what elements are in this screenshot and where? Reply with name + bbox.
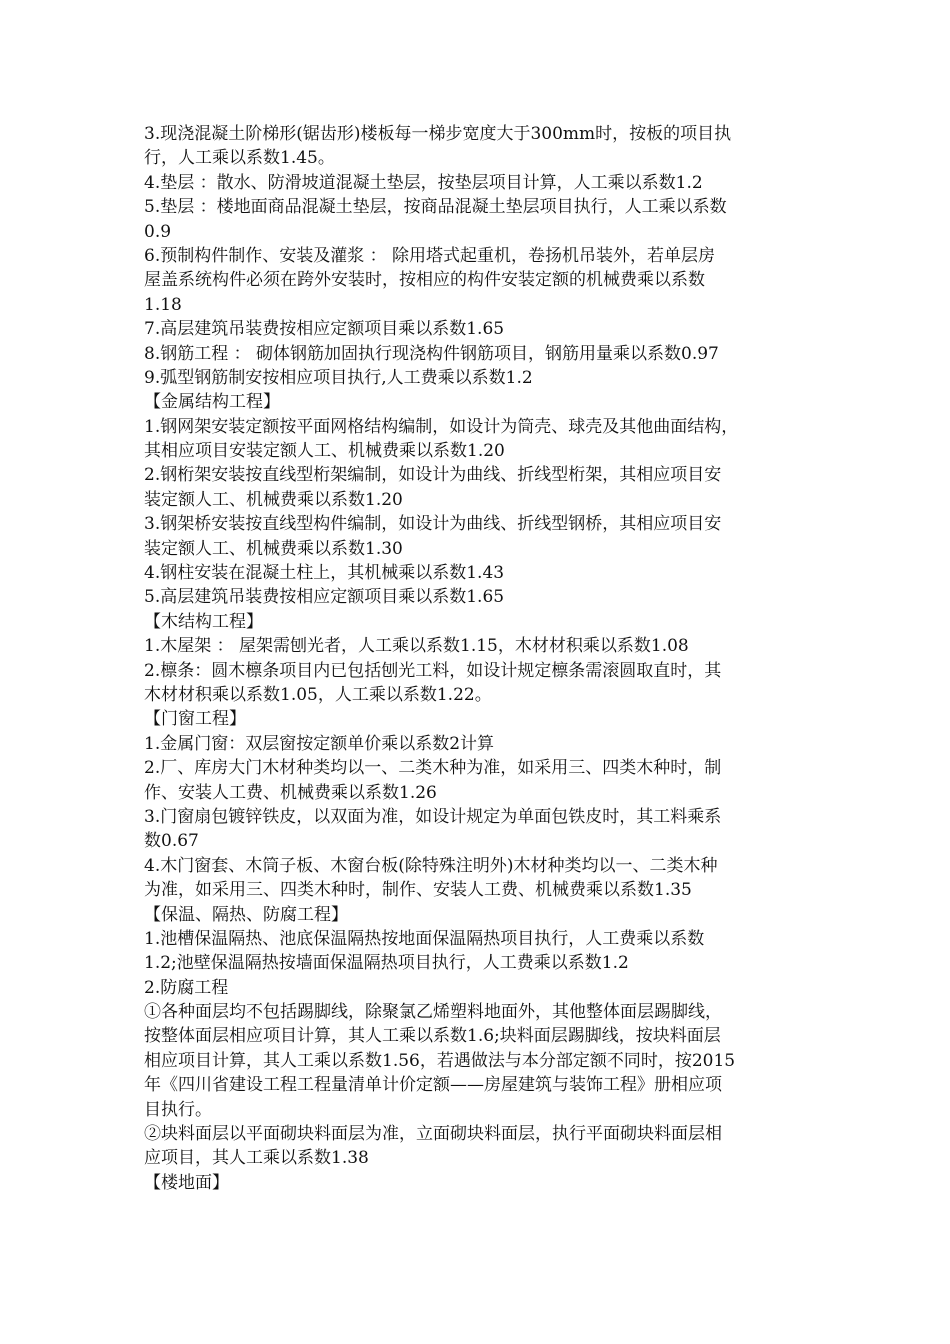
text-line: 【木结构工程】 bbox=[144, 611, 263, 632]
text-line: 3.现浇混凝土阶梯形(锯齿形)楼板每一梯步宽度大于300mm时，按板的项目执 bbox=[144, 124, 732, 144]
text-line: 应项目，其人工乘以系数1.38 bbox=[144, 1148, 369, 1169]
text-line: ②块料面层以平面砌块料面层为准，立面砌块料面层，执行平面砌块料面层相 bbox=[144, 1124, 722, 1145]
text-line: 行，人工乘以系数1.45。 bbox=[144, 148, 335, 169]
text-line: 2.防腐工程 bbox=[144, 977, 229, 998]
text-line: 1.池槽保温隔热、池底保温隔热按地面保温隔热项目执行，人工费乘以系数 bbox=[144, 928, 705, 949]
text-line: 1.钢网架安装定额按平面网格结构编制，如设计为筒壳、球壳及其他曲面结构， bbox=[144, 416, 739, 437]
text-line: 8.钢筋工程 ： 砌体钢筋加固执行现浇构件钢筋项目，钢筋用量乘以系数0.97 bbox=[144, 343, 719, 364]
text-line: 7.高层建筑吊装费按相应定额项目乘以系数1.65 bbox=[144, 319, 505, 340]
text-line: 其相应项目安装定额人工、机械费乘以系数1.20 bbox=[144, 441, 505, 462]
text-line: 装定额人工、机械费乘以系数1.20 bbox=[144, 489, 403, 510]
text-line: 1.木屋架 ： 屋架需刨光者，人工乘以系数1.15，木材材积乘以系数1.08 bbox=[144, 636, 689, 657]
text-line: 2.钢桁架安装按直线型桁架编制，如设计为曲线、折线型桁架，其相应项目安 bbox=[144, 465, 722, 486]
text-line: 2.檩条：圆木檩条项目内已包括刨光工料，如设计规定檩条需滚圆取直时，其 bbox=[144, 660, 722, 681]
text-line: 4.垫层 ：散水、防滑坡道混凝土垫层，按垫层项目计算，人工乘以系数1.2 bbox=[144, 172, 703, 193]
text-line: 3.门窗扇包镀锌铁皮，以双面为准，如设计规定为单面包铁皮时，其工料乘系 bbox=[144, 806, 722, 827]
text-line: 1.金属门窗：双层窗按定额单价乘以系数2计算 bbox=[144, 733, 495, 754]
text-line: 3.钢架桥安装按直线型构件编制，如设计为曲线、折线型钢桥，其相应项目安 bbox=[144, 514, 722, 535]
text-line: 5.垫层 ：楼地面商品混凝土垫层，按商品混凝土垫层项目执行，人工乘以系数 bbox=[144, 197, 727, 218]
text-line: 2.厂、库房大门木材种类均以一、二类木种为准，如采用三、四类木种时，制 bbox=[144, 758, 722, 779]
text-line: 相应项目计算，其人工乘以系数1.56，若遇做法与本分部定额不同时，按2015 bbox=[144, 1050, 736, 1071]
text-line: 木材材积乘以系数1.05，人工乘以系数1.22。 bbox=[144, 684, 492, 705]
text-line: 1.2;池壁保温隔热按墙面保温隔热项目执行，人工费乘以系数1.2 bbox=[144, 953, 629, 974]
text-line: ①各种面层均不包括踢脚线，除聚氯乙烯塑料地面外，其他整体面层踢脚线， bbox=[144, 1002, 722, 1023]
text-line: 【金属结构工程】 bbox=[144, 392, 280, 413]
text-line: 目执行。 bbox=[144, 1099, 212, 1120]
text-line: 4.钢柱安装在混凝土柱上，其机械乘以系数1.43 bbox=[144, 563, 505, 584]
text-line: 9.弧型钢筋制安按相应项目执行,人工费乘以系数1.2 bbox=[144, 367, 533, 388]
text-line: 按整体面层相应项目计算，其人工乘以系数1.6;块料面层踢脚线，按块料面层 bbox=[144, 1026, 721, 1047]
text-line: 【门窗工程】 bbox=[144, 709, 246, 730]
document-body bbox=[144, 122, 814, 1195]
text-line: 作、安装人工费、机械费乘以系数1.26 bbox=[144, 782, 437, 803]
text-line: 屋盖系统构件必须在跨外安装时，按相应的构件安装定额的机械费乘以系数 bbox=[144, 270, 705, 291]
text-line: 为准，如采用三、四类木种时，制作、安装人工费、机械费乘以系数1.35 bbox=[144, 880, 692, 901]
text-line: 【楼地面】 bbox=[144, 1172, 229, 1193]
text-line: 年《四川省建设工程工程量清单计价定额——房屋建筑与装饰工程》册相应项 bbox=[144, 1075, 722, 1096]
text-line: 4.木门窗套、木筒子板、木窗台板(除特殊注明外)木材种类均以一、二类木种 bbox=[144, 855, 718, 876]
text-line: 0.9 bbox=[144, 221, 172, 242]
text-line: 数0.67 bbox=[144, 831, 199, 852]
text-line: 【保温、隔热、防腐工程】 bbox=[144, 904, 348, 925]
text-line: 5.高层建筑吊装费按相应定额项目乘以系数1.65 bbox=[144, 587, 505, 608]
text-line: 1.18 bbox=[144, 294, 182, 315]
text-line: 6.预制构件制作、安装及灌浆 ： 除用塔式起重机，卷扬机吊装外，若单层房 bbox=[144, 245, 716, 266]
text-line: 装定额人工、机械费乘以系数1.30 bbox=[144, 538, 403, 559]
